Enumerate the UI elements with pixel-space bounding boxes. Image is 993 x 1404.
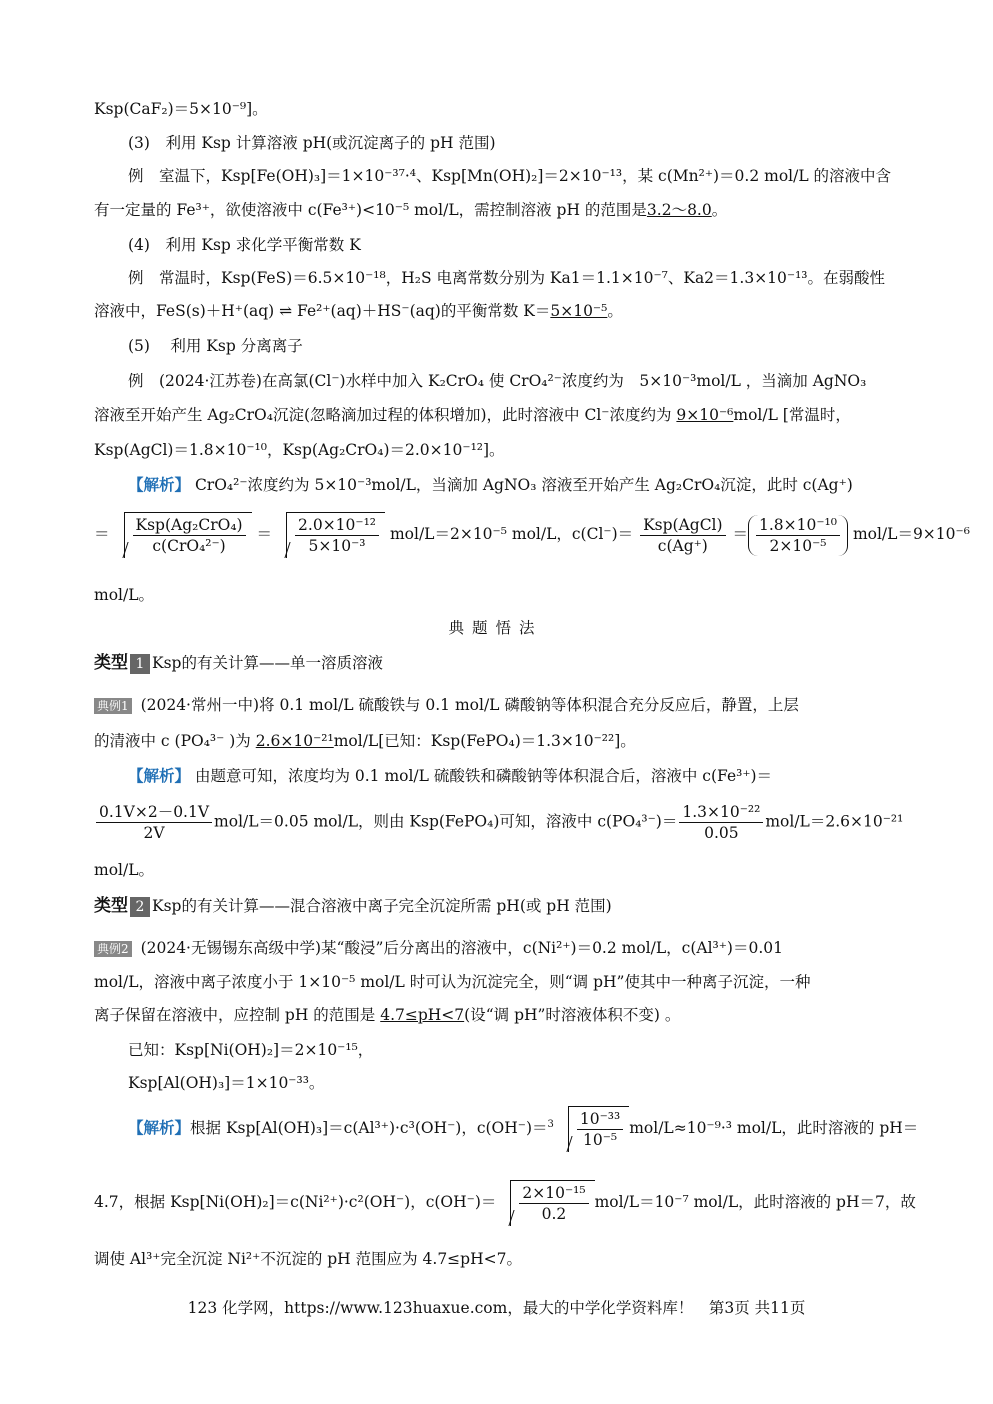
analysis-label: 【解析】 (128, 475, 191, 494)
text-line: 例 常温时，Ksp(FeS)＝6.5×10⁻¹⁸，H₂S 电离常数分别为 Ka1＝1.1×10⁻⁷、Ka2＝1.3×10⁻¹³。在弱酸性 (128, 269, 886, 287)
text-line: 溶液至开始产生 Ag₂CrO₄沉淀(忽略滴加过程的体积增加)，此时溶液中 Cl⁻浓度约为 9×10⁻⁶mol/L [常温时， (94, 406, 851, 424)
given-line: 已知：Ksp[Ni(OH)₂]＝2×10⁻¹⁵， (128, 1041, 374, 1059)
type-heading-2: 类型 2 Ksp的有关计算——混合溶液中离子完全沉淀所需 pH(或 pH 范围) (94, 896, 612, 916)
text-line: 例 (2024·江苏卷)在高氯(Cl⁻)水样中加入 K₂CrO₄ 使 CrO₄²⁻浓度约为 5×10⁻³mol/L ，当滴加 AgNO₃ (128, 372, 867, 390)
analysis-label: 【解析】 (128, 1118, 191, 1137)
text-line: 典例1 (2024·常州一中)将 0.1 mol/L 硫酸铁与 0.1 mol/L 磷酸钠等体积混合充分反应后，静置，上层 (94, 694, 897, 716)
example-tag: 典例2 (94, 941, 132, 957)
heading-4: (4) 利用 Ksp 求化学平衡常数 K (128, 236, 361, 254)
formula-line: ＝ $\frac{\text{Ksp(Ag₂CrO₄)}}{\text{c(CrO₄²⁻)}}$ ＝ $\frac{\text{2.0×10⁻¹²}}{\text{5×10⁻³}}$ mol/L＝2×10⁻⁵ mol/L，c(Cl⁻)＝ $\frac{\text{Ksp(AgCl)}}{c(Ag^+)}$ ＝ $\frac{\text{1.8×10⁻¹⁰}}{\text{2×10⁻⁵}}$ mol/L＝9×10⁻⁶ (94, 512, 897, 558)
sqrt: $\frac{\text{Ksp(Ag₂CrO₄)}}{\text{c(CrO₄²⁻)}}$ (124, 512, 252, 558)
example-tag: 典例1 (94, 698, 132, 714)
sqrt: $\frac{\text{10⁻³³}}{\text{10⁻⁵}}$ (568, 1106, 629, 1152)
given-line: Ksp[Al(OH)₃]＝1×10⁻³³。 (128, 1074, 325, 1092)
paren: $\frac{\text{1.8×10⁻¹⁰}}{\text{2×10⁻⁵}}$ (748, 515, 848, 556)
text-line: 溶液中，FeS(s)＋H⁺(aq) ⇌ Fe²⁺(aq)＋HS⁻(aq)的平衡常数 K＝5×10⁻⁵。 (94, 302, 623, 320)
text-line: mol/L。 (94, 861, 155, 879)
text-line: 有一定量的 Fe³⁺，欲使溶液中 c(Fe³⁺)<10⁻⁵ mol/L，需控制溶液 pH 的范围是3.2～8.0。 (94, 201, 728, 219)
answer: 3.2～8.0 (646, 201, 712, 219)
answer: 2.6×10⁻²¹ (255, 732, 334, 750)
text-line: 典例2 (2024·无锡锡东高级中学)某“酸浸”后分离出的溶液中，c(Ni²⁺)＝0.2 mol/L，c(Al³⁺)＝0.01 (94, 937, 897, 959)
sqrt: $\frac{\text{2.0×10⁻¹²}}{\text{5×10⁻³}}$ (286, 512, 385, 558)
analysis-label: 【解析】 (128, 766, 191, 785)
text-line: 离子保留在溶液中，应控制 pH 的范围是 4.7≤pH<7(设“调 pH”时溶液体积不变) 。 (94, 1006, 681, 1024)
answer: 5×10⁻⁵ (550, 302, 608, 320)
text-line: mol/L。 (94, 586, 155, 604)
analysis-line: 【解析】根据 Ksp[Al(OH)₃]＝c(Al³⁺)·c³(OH⁻)，c(OH⁻)＝$^3$ $\frac{\text{10⁻³³}}{\text{10⁻⁵}}$ mol/L≈10⁻⁹·³ mol/L，此时溶液的 pH＝ (128, 1106, 897, 1152)
text-line: mol/L，溶液中离子浓度小于 1×10⁻⁵ mol/L 时可认为沉淀完全，则“调 pH”使其中一种离子沉淀，一种 (94, 973, 811, 991)
text-line: 调使 Al³⁺完全沉淀 Ni²⁺不沉淀的 pH 范围应为 4.7≤pH<7。 (94, 1250, 522, 1268)
analysis-line: 【解析】 CrO₄²⁻浓度约为 5×10⁻³mol/L，当滴加 AgNO₃ 溶液至开始产生 Ag₂CrO₄沉淀，此时 c(Ag⁺) (128, 475, 853, 494)
answer: 4.7≤pH<7 (380, 1006, 465, 1024)
formula-line: $\frac{0.1V\times 2-0.1V}{2V}$ mol/L＝0.05 mol/L，则由 Ksp(FePO₄)可知，溶液中 c(PO₄³⁻)＝ $\frac{\text{1.3×10⁻²²}}{0.05}$ mol/L＝2.6×10⁻²¹ (94, 802, 897, 843)
analysis-line: 【解析】 由题意可知，浓度均为 0.1 mol/L 硫酸铁和磷酸钠等体积混合后，溶液中 c(Fe³⁺)＝ (128, 766, 773, 785)
text-line: Ksp(CaF₂)＝5×10⁻⁹]。 (94, 100, 268, 118)
text-line: 的清液中 c (PO₄³⁻ )为 2.6×10⁻²¹mol/L[已知：Ksp(FePO₄)＝1.3×10⁻²²]。 (94, 732, 636, 750)
sqrt: $\frac{\text{2×10⁻¹⁵}}{0.2}$ (510, 1180, 594, 1226)
type-heading-1: 类型 1 Ksp的有关计算——单一溶质溶液 (94, 653, 383, 673)
answer: 9×10⁻⁶ (676, 406, 734, 424)
page-footer: 123 化学网，https://www.123huaxue.com，最大的中学化学资料库！ 第3页 共11页 (187, 1299, 806, 1317)
section-title: 典题悟法 (448, 619, 543, 637)
text-line: Ksp(AgCl)＝1.8×10⁻¹⁰，Ksp(Ag₂CrO₄)＝2.0×10⁻¹²]。 (94, 441, 505, 459)
heading-5: (5) 利用 Ksp 分离离子 (128, 337, 303, 355)
analysis-line: 4.7，根据 Ksp[Ni(OH)₂]＝c(Ni²⁺)·c²(OH⁻)，c(OH⁻)＝ $\frac{\text{2×10⁻¹⁵}}{0.2}$ mol/L＝10⁻⁷ mol/L，此时溶液的 pH＝7，故 (94, 1180, 897, 1226)
text-line: 例 室温下，Ksp[Fe(OH)₃]＝1×10⁻³⁷·⁴、Ksp[Mn(OH)₂]＝2×10⁻¹³，某 c(Mn²⁺)＝0.2 mol/L 的溶液中含 (128, 167, 892, 185)
heading-3: (3) 利用 Ksp 计算溶液 pH(或沉淀离子的 pH 范围) (128, 134, 496, 152)
